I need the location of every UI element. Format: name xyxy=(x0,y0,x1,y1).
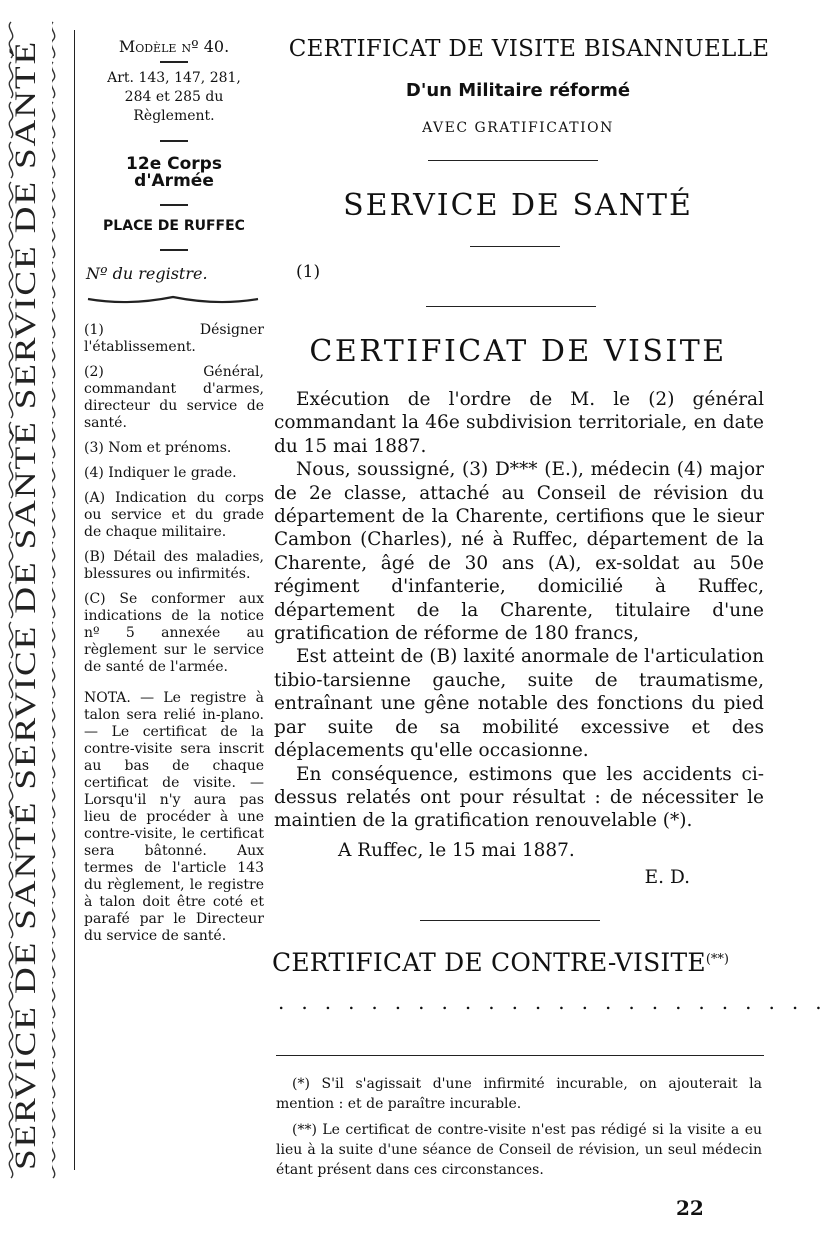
note-b: (B) Détail des maladies, blessures ou infirmités. xyxy=(84,549,264,582)
footnotes xyxy=(276,1074,762,1180)
gratification-label: AVEC GRATIFICATION xyxy=(422,120,614,136)
note-3: (3) Nom et prénoms. xyxy=(84,440,232,456)
note-c: (C) Se conformer aux indications de la notice nº 5 annexée au règlement sur le service de santé de l'armée. xyxy=(84,591,264,675)
regulation-articles: Art. 143, 147, 281, 284 et 285 du Règlement. xyxy=(107,70,241,124)
document-title: CERTIFICAT DE VISITE BISANNUELLE xyxy=(288,36,770,62)
conclusion-paragraph: En conséquence, estimons que les accidents ci-dessus relatés ont pour résultat : de nécessiter le maintien de la gratification renouvelable (*). xyxy=(274,763,764,832)
certificate-body xyxy=(274,388,764,890)
service-rule xyxy=(470,246,560,247)
ornament-right xyxy=(52,20,64,1180)
body-rule xyxy=(420,920,600,921)
contre-visite-title: CERTIFICAT DE CONTRE-VISITE xyxy=(272,948,706,977)
contre-visite-heading xyxy=(272,948,772,977)
divider xyxy=(160,204,188,206)
footnote-rule xyxy=(276,1055,764,1056)
contre-visite-mark: (**) xyxy=(705,952,729,967)
nota: NOTA. — Le registre à talon sera relié in-plano. — Le certificat de la contre-visite sera inscrit au bas de chaque certificat de visite. — Lorsqu'il n'y aura pas lieu de procéder à une contre-visite, le certificat sera bâtonné. Aux termes de l'article 143 du règlement, le registre à talon doit être coté et parafé par le Directeur du service de santé. xyxy=(84,690,264,944)
document-subtitle: D'un Militaire réformé xyxy=(405,80,631,101)
header-rule xyxy=(428,160,598,161)
footnote-2: (**) Le certificat de contre-visite n'est pas rédigé si la visite a eu lieu à la suite d'une séance de Conseil de révision, un seul médecin étant présent dans ces circonstances. xyxy=(276,1122,762,1178)
divider xyxy=(160,140,188,142)
divider xyxy=(160,61,188,63)
signature: E. D. xyxy=(644,867,690,889)
army-corps: 12e Corps d'Armée xyxy=(126,154,222,191)
note-4: (4) Indiquer le grade. xyxy=(84,465,237,481)
side-band-text: SERVICE DE SANTÉ SERVICE DE SANTÉ SERVICE DE SANTÉ xyxy=(9,257,42,1170)
certificate-title: CERTIFICAT DE VISITE xyxy=(309,334,727,369)
establishment-rule xyxy=(426,306,596,307)
identification-paragraph: Nous, soussigné, (3) D*** (E.), médecin (4) major de 2e classe, attaché au Conseil de révision du département de la Charente, certifions que le sieur Cambon (Charles), né à Ruffec, département de la Charente, âgé de 30 ans (A), ex-soldat au 50e régiment d'infanterie, domicilié à Ruffec, département de la Charente, titulaire d'une gratification de réforme de 180 francs, xyxy=(274,459,764,645)
marginal-notes xyxy=(84,322,264,945)
note-a: (A) Indication du corps ou service et du grade de chaque militaire. xyxy=(84,490,264,540)
place: PLACE DE RUFFEC xyxy=(103,218,245,234)
left-column xyxy=(84,38,264,945)
side-band-graphic xyxy=(4,20,66,1180)
divider xyxy=(160,249,188,251)
establishment-ref: (1) xyxy=(296,262,321,282)
note-1: (1) Désigner l'établissement. xyxy=(84,322,264,355)
note-2: (2) Général, commandant d'armes, directeur du service de santé. xyxy=(84,364,264,431)
order-paragraph: Exécution de l'ordre de M. le (2) général commandant la 46e subdivision territoriale, en date du 15 mai 1887. xyxy=(274,389,764,457)
diagnosis-paragraph: Est atteint de (B) laxité anormale de l'articulation tibio-tarsienne gauche, suite de traumatisme, entraînant une gêne notable des fonctions du pied par suite de sa mobilité excessive et des déplacements qu'elle occasionne. xyxy=(274,646,764,762)
side-band xyxy=(4,20,66,1180)
register-number: Nº du registre. xyxy=(86,264,208,283)
side-band-rule xyxy=(74,30,75,1170)
page-number: 22 xyxy=(676,1196,704,1220)
service-title: SERVICE DE SANTÉ xyxy=(343,188,693,223)
flourish-divider xyxy=(88,292,258,306)
footnote-1: (*) S'il s'agissait d'une infirmité incurable, on ajouterait la mention : et de paraître incurable. xyxy=(276,1076,762,1112)
model-number: Modèle nº 40. xyxy=(118,37,230,56)
contre-visite-blank: ........................ xyxy=(278,990,839,1014)
place-date: A Ruffec, le 15 mai 1887. xyxy=(338,839,575,861)
